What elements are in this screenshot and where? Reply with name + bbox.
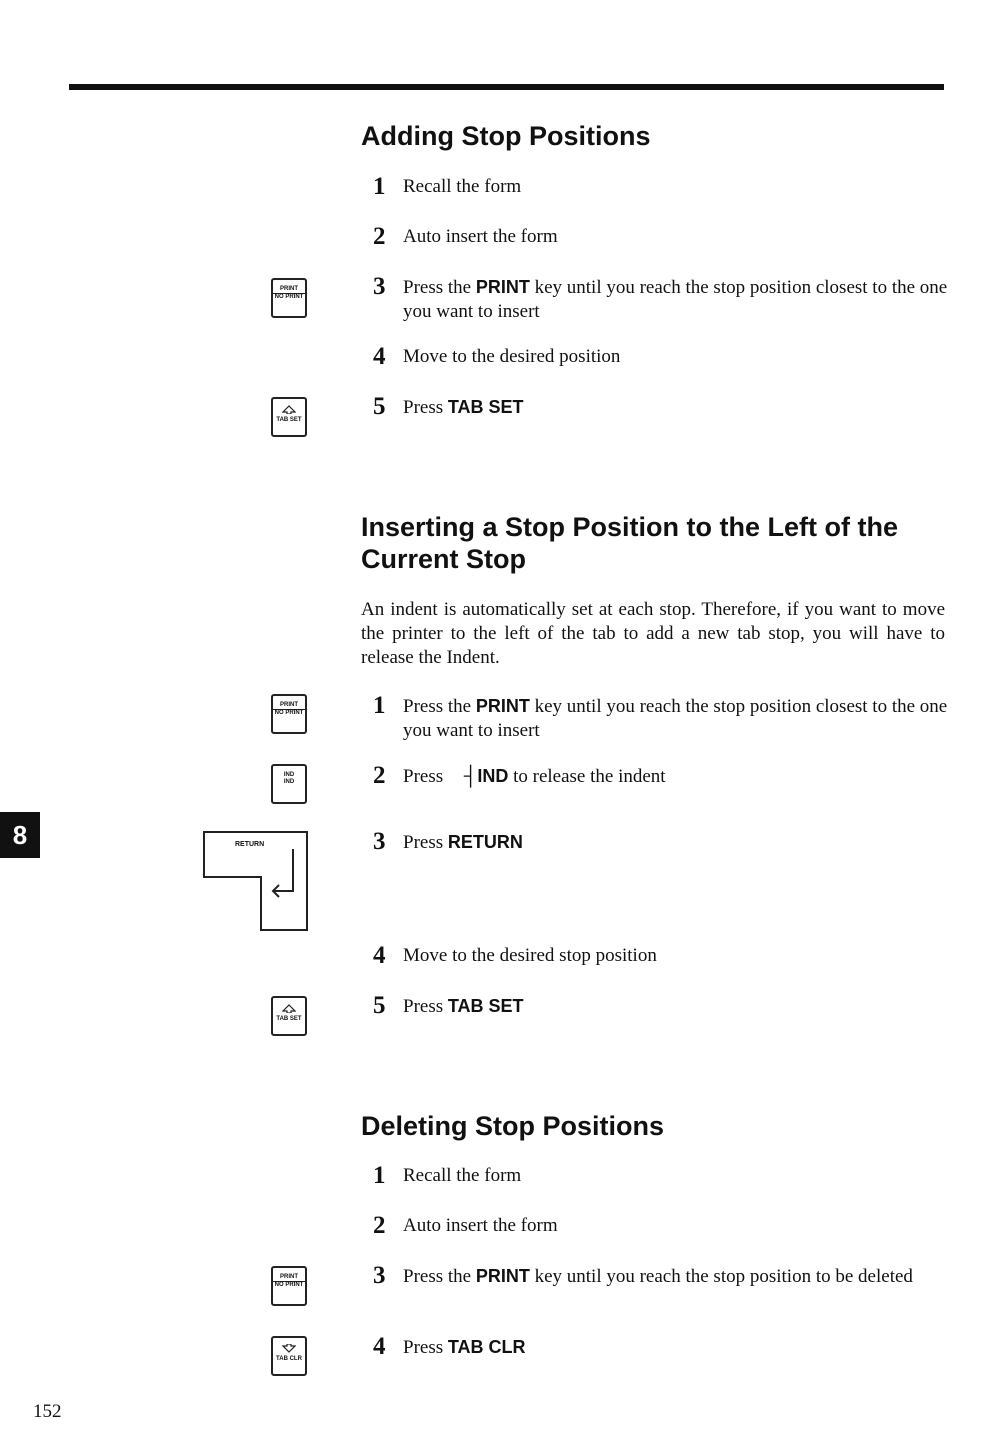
top-rule xyxy=(69,84,944,90)
s2-step-4: 4 Move to the desired stop position xyxy=(373,942,657,969)
s2-step-3: 3 Press RETURN xyxy=(373,828,523,855)
s1-step-1: 1 Recall the form xyxy=(373,173,522,200)
s1-step-2: 2 Auto insert the form xyxy=(373,223,558,250)
arrow-up-icon xyxy=(282,1004,296,1013)
s3-step-1: 1 Recall the form xyxy=(373,1162,522,1189)
s1-step-5: 5 Press TAB SET xyxy=(373,393,524,420)
tab-clr-key-icon: TAB CLR xyxy=(271,1336,307,1376)
s1-step-4: 4 Move to the desired position xyxy=(373,343,621,370)
s1-step-3: 3 Press the PRINT key until you reach the stop position closest to the one you want to insert xyxy=(373,273,948,322)
print-key-icon-2: PRINT NO PRINT xyxy=(271,694,307,734)
s2-step-5: 5 Press TAB SET xyxy=(373,992,524,1019)
ind-key-icon: IND IND xyxy=(271,764,307,804)
s2-step-1: 1 Press the PRINT key until you reach the stop position closest to the one you want to insert xyxy=(373,692,948,741)
s3-step-3: 3 Press the PRINT key until you reach the stop position to be deleted xyxy=(373,1262,913,1289)
print-key-icon-3: PRINT NO PRINT xyxy=(271,1266,307,1306)
s2-step-2: 2 Press ┤IND to release the indent xyxy=(373,762,666,789)
arrow-down-icon xyxy=(282,1344,296,1353)
s3-step-4: 4 Press TAB CLR xyxy=(373,1333,526,1360)
s3-step-2: 2 Auto insert the form xyxy=(373,1212,558,1239)
section2-paragraph: An indent is automatically set at each stop. Therefore, if you want to move the printer to the left of the tab to add a new tab stop, you will have to release the Indent. xyxy=(361,599,945,668)
tab-set-key-icon-2: TAB SET xyxy=(271,996,307,1036)
print-key-icon: PRINT NO PRINT xyxy=(271,278,307,318)
indent-icon: ┤ xyxy=(463,766,478,787)
page-number: 152 xyxy=(33,1401,62,1422)
section1-title: Adding Stop Positions xyxy=(361,121,651,151)
arrow-up-icon xyxy=(282,405,296,414)
section3-title: Deleting Stop Positions xyxy=(361,1111,665,1141)
section2-title: Inserting a Stop Position to the Left of the Current Stop xyxy=(361,512,898,574)
chapter-tab: 8 xyxy=(0,812,40,858)
return-key-icon: RETURN xyxy=(203,831,309,931)
tab-set-key-icon: TAB SET xyxy=(271,397,307,437)
